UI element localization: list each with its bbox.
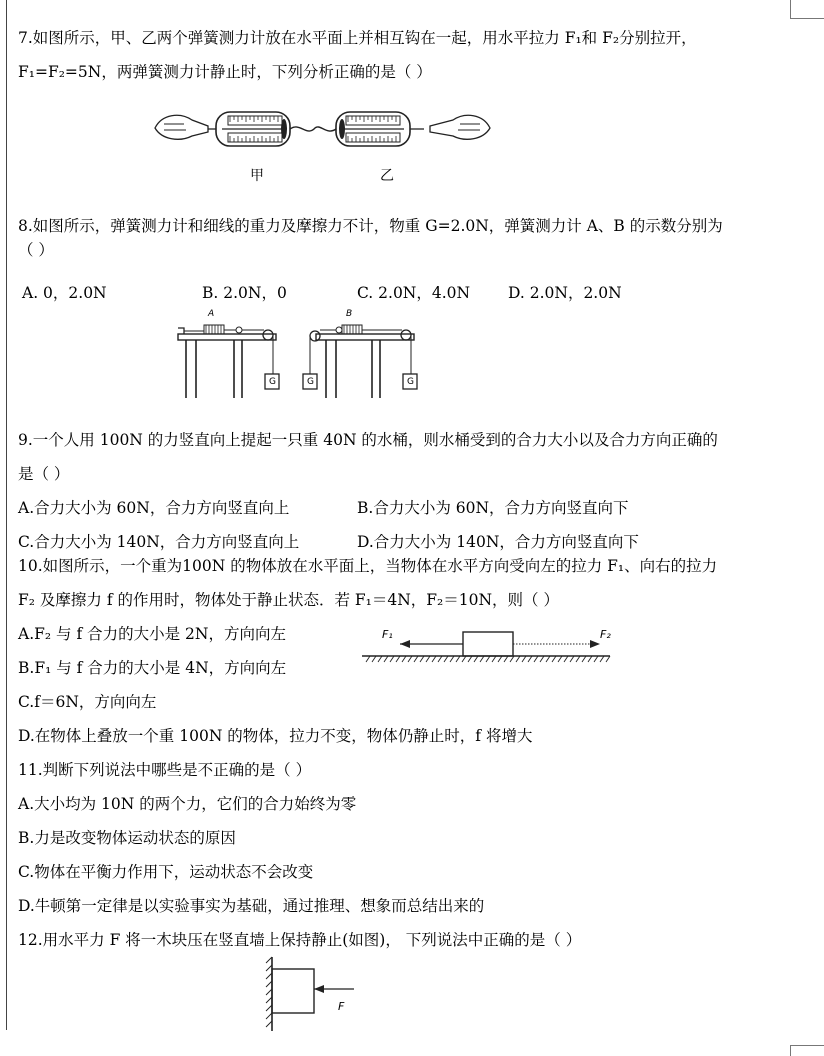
q10-fig-label-f2: F₂ (600, 628, 611, 641)
q12-wall-block-figure (262, 955, 362, 1033)
crop-mark-top-right (790, 0, 791, 18)
q8-fig-label-b: B (346, 309, 353, 319)
q9-option-b: B.合力大小为 60N，合力方向竖直向下 (357, 499, 629, 517)
q7-label-yi: 乙 (380, 168, 394, 184)
q11-option-c: C.物体在平衡力作用下，运动状态不会改变 (18, 863, 314, 881)
q9-stem-line1: 9.一个人用 100N 的力竖直向上提起一只重 40N 的水桶，则水桶受到的合力大小以及合力方向正确的 (18, 431, 718, 449)
q11-option-b: B.力是改变物体运动状态的原因 (18, 829, 236, 847)
q8-fig-label-g1: G (269, 377, 276, 387)
q9-stem-line2: 是（ ） (18, 465, 70, 483)
q11-stem-line1: 11.判断下列说法中哪些是不正确的是（ ） (18, 761, 312, 779)
crop-mark-bottom-right (790, 1045, 824, 1046)
left-margin-line (6, 0, 7, 1030)
q7-label-jia: 甲 (250, 168, 264, 184)
q10-option-a: A.F₂ 与 f 合力的大小是 2N，方向向左 (18, 625, 286, 643)
q10-stem-line1: 10.如图所示，一个重为100N 的物体放在水平面上，当物体在水平方向受向左的拉力 F₁、向右的拉力 (18, 557, 718, 575)
q8-stem-line2: （ ） (18, 241, 54, 259)
crop-mark-bottom-right-v (790, 1045, 791, 1056)
q7-stem-line1: 7.如图所示，甲、乙两个弹簧测力计放在水平面上并相互钩在一起，用水平拉力 F₁和 F₂分别拉开， (18, 29, 697, 47)
q9-option-a: A.合力大小为 60N，合力方向竖直向上 (18, 499, 290, 517)
q10-option-b: B.F₁ 与 f 合力的大小是 4N，方向向左 (18, 659, 287, 677)
q7-stem-line2: F₁=F₂=5N，两弹簧测力计静止时，下列分析正确的是（ ） (18, 63, 432, 81)
q12-stem-line1: 12.用水平力 F 将一木块压在竖直墙上保持静止(如图)， 下列说法中正确的是（ ） (18, 931, 582, 949)
q11-option-d: D.牛顿第一定律是以实验事实为基础，通过推理、想象而总结出来的 (18, 897, 485, 915)
q10-option-d: D.在物体上叠放一个重 100N 的物体，拉力不变，物体仍静止时，f 将增大 (18, 727, 533, 745)
q8-option-c: C. 2.0N，4.0N (357, 284, 471, 302)
q10-fig-label-f1: F₁ (382, 628, 393, 641)
q8-option-b: B. 2.0N，0 (202, 284, 287, 302)
crop-mark-top-right-h (790, 18, 824, 19)
q8-option-a: A. 0，2.0N (22, 284, 107, 302)
q8-option-d: D. 2.0N，2.0N (508, 284, 622, 302)
q10-option-c: C.f＝6N，方向向左 (18, 693, 157, 711)
q9-option-d: D.合力大小为 140N，合力方向竖直向下 (357, 533, 639, 551)
q8-fig-label-g3: G (407, 377, 414, 387)
q9-option-c: C.合力大小为 140N，合力方向竖直向上 (18, 533, 300, 551)
q7-spring-scales-figure (150, 100, 495, 160)
q10-forces-figure (360, 628, 615, 668)
q8-stem-line1: 8.如图所示，弹簧测力计和细线的重力及摩擦力不计，物重 G=2.0N，弹簧测力计 A、B 的示数分别为 (18, 217, 723, 235)
q8-fig-label-g2: G (307, 377, 314, 387)
q11-option-a: A.大小均为 10N 的两个力，它们的合力始终为零 (18, 795, 357, 813)
q8-fig-label-a: A (208, 309, 215, 319)
q12-fig-label-f: F (338, 1000, 345, 1013)
q10-stem-line2: F₂ 及摩擦力 f 的作用时，物体处于静止状态．若 F₁＝4N，F₂＝10N，则（ ） (18, 591, 559, 609)
q8-pulley-figure (176, 310, 421, 400)
